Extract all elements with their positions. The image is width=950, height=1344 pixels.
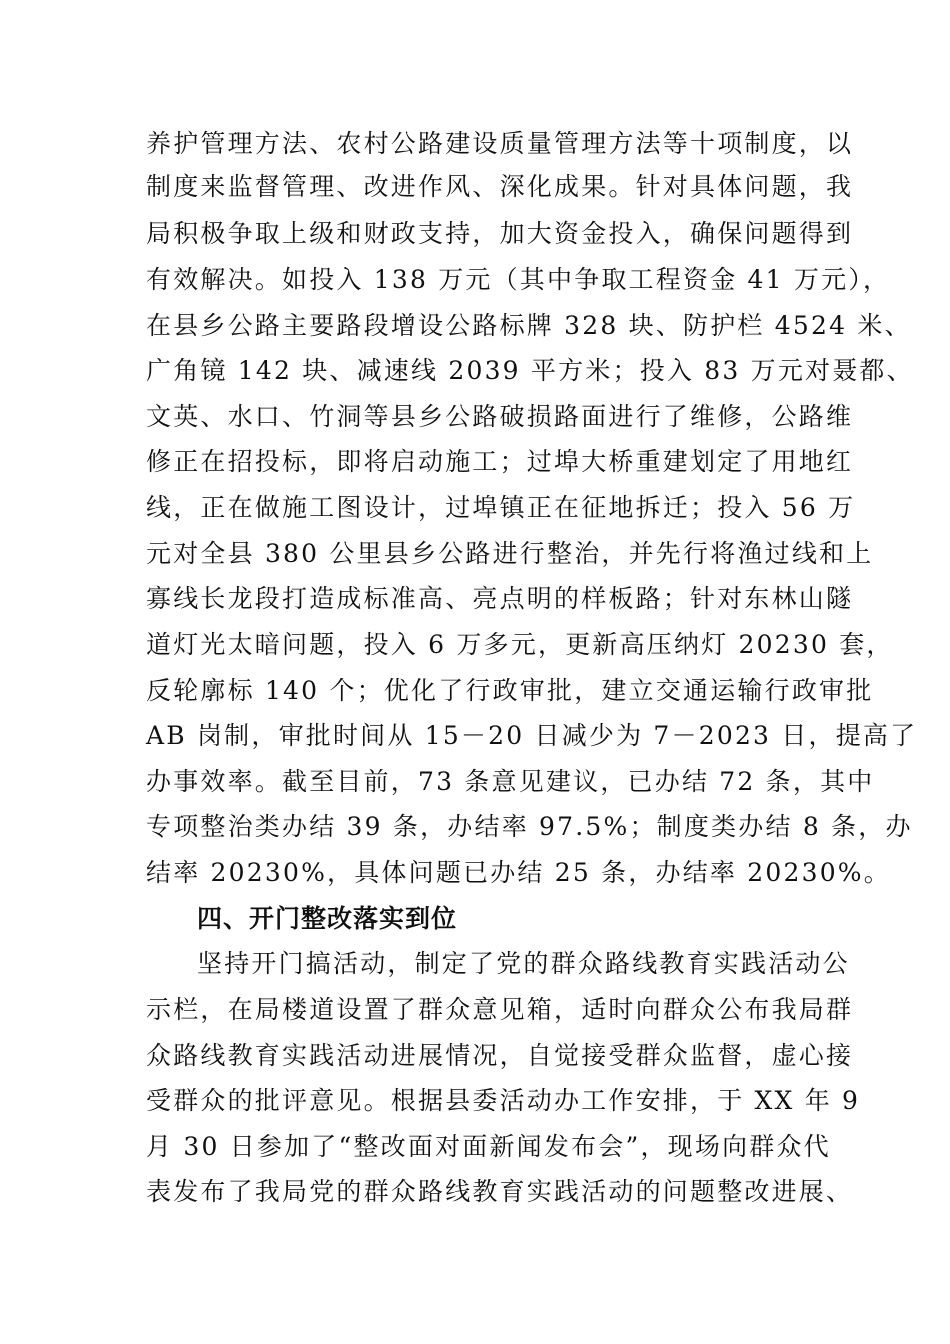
body-text-line: 制度来监督管理、改进作风、深化成果。针对具体问题，我 — [146, 172, 854, 201]
body-text-line: 示栏，在局楼道设置了群众意见箱，适时向群众公布我局群 — [146, 995, 854, 1024]
body-text-line: 在县乡公路主要路段增设公路标牌 328 块、防护栏 4524 米、 — [146, 311, 912, 340]
body-text-line: 寡线长龙段打造成标准高、亮点明的样板路；针对东林山隧 — [146, 584, 854, 613]
body-text-line: 办事效率。截至目前，73 条意见建议，已办结 72 条，其中 — [146, 767, 875, 796]
body-text-line: 广角镜 142 块、减速线 2039 平方米；投入 83 万元对聂都、 — [146, 356, 914, 385]
body-text-line: 文英、水口、竹洞等县乡公路破损路面进行了维修，公路维 — [146, 402, 854, 431]
body-text-line: 局积极争取上级和财政支持，加大资金投入，确保问题得到 — [146, 219, 854, 248]
body-text-line: 修正在招投标，即将启动施工；过埠大桥重建划定了用地红 — [146, 447, 854, 476]
body-text-line: 反轮廓标 140 个；优化了行政审批，建立交通运输行政审批 — [146, 676, 874, 705]
body-text-line: 受群众的批评意见。根据县委活动办工作安排，于 XX 年 9 — [146, 1086, 861, 1115]
body-text-line: 月 30 日参加了“整改面对面新闻发布会”，现场向群众代 — [146, 1132, 831, 1161]
body-text-line: 有效解决。如投入 138 万元（其中争取工程资金 41 万元）， — [146, 265, 891, 294]
body-text-line: 众路线教育实践活动进展情况，自觉接受群众监督，虚心接 — [146, 1041, 854, 1070]
body-text-line: 养护管理方法、农村公路建设质量管理方法等十项制度，以 — [146, 129, 854, 158]
body-text-line: 元对全县 380 公里县乡公路进行整治，并先行将渔过线和上 — [146, 539, 874, 568]
body-text-line: 表发布了我局党的群众路线教育实践活动的问题整改进展、 — [146, 1177, 854, 1206]
body-text-line: 结率 20230%，具体问题已办结 25 条，办结率 20230%。 — [146, 858, 891, 887]
body-text-line: 专项整治类办结 39 条，办结率 97.5%；制度类办结 8 条，办 — [146, 812, 913, 841]
body-text-line: 道灯光太暗问题，投入 6 万多元，更新高压纳灯 20230 套， — [146, 630, 894, 659]
body-text-line: 坚持开门搞活动，制定了党的群众路线教育实践活动公 — [197, 949, 850, 978]
section-heading: 四、开门整改落实到位 — [197, 904, 458, 933]
body-text-line: 线，正在做施工图设计，过埠镇正在征地拆迁；投入 56 万 — [146, 493, 856, 522]
body-text-line: AB 岗制，审批时间从 15－20 日减少为 7－2023 日，提高了 — [146, 721, 918, 750]
